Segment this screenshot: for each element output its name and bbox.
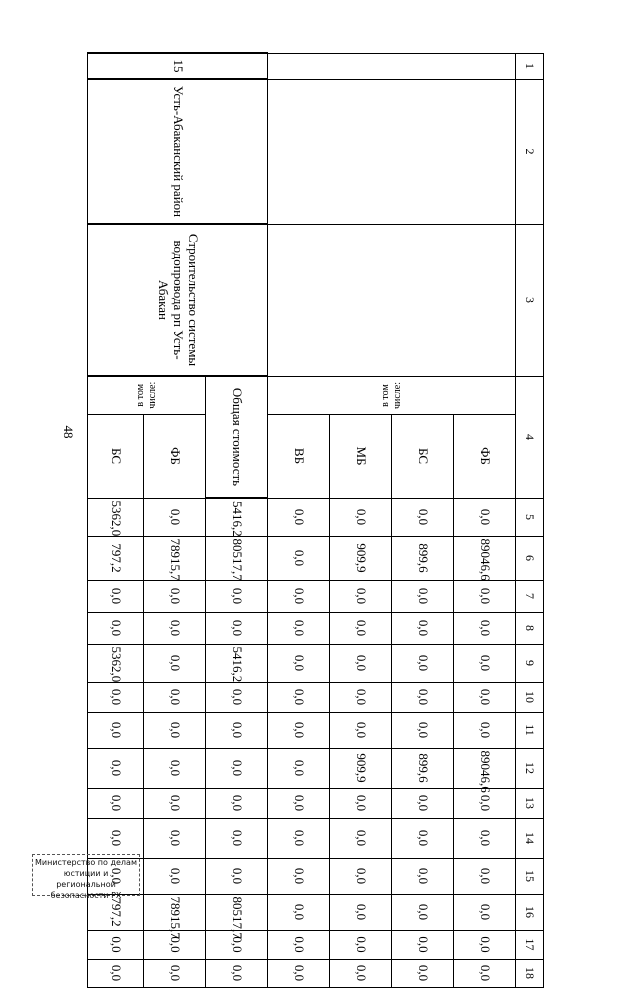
table-row (206, 53, 268, 987)
empty-cell (268, 79, 516, 224)
col-num: 6 (516, 536, 544, 580)
value-cell: 0,0 (392, 788, 454, 818)
value-cell: 89046,6 (454, 748, 516, 788)
value-cell: 0,0 (330, 959, 392, 987)
total-cost-label: Общая стоимость (206, 376, 268, 498)
value-cell: 0,0 (392, 894, 454, 930)
value-cell: 5416,2 (206, 644, 268, 682)
value-cell: 0,0 (392, 930, 454, 959)
value-cell: 0,0 (206, 612, 268, 644)
value-cell: 0,0 (392, 682, 454, 712)
source-label: ФБ (454, 414, 516, 498)
value-cell: 0,0 (330, 498, 392, 536)
col-num: 1 (516, 53, 544, 79)
subgroup-label: в том числе: (268, 376, 516, 414)
value-cell: 0,0 (206, 712, 268, 748)
col-num: 17 (516, 930, 544, 959)
value-cell: 0,0 (454, 644, 516, 682)
value-cell: 78915,7 (144, 894, 206, 930)
budget-table (87, 52, 544, 988)
value-cell: 0,0 (206, 959, 268, 987)
column-number-row (516, 53, 544, 987)
value-cell: 0,0 (454, 498, 516, 536)
value-cell: 0,0 (330, 894, 392, 930)
source-label: БС (88, 414, 144, 498)
value-cell: 0,0 (144, 818, 206, 858)
value-cell: 0,0 (144, 748, 206, 788)
value-cell: 0,0 (392, 959, 454, 987)
col-num: 13 (516, 788, 544, 818)
value-cell: 0,0 (268, 612, 330, 644)
stamp-line: юстиции и региональной (56, 869, 116, 889)
object-name: Строительство системы водопровода рп Усть-Абакан (88, 224, 268, 376)
col-num: 11 (516, 712, 544, 748)
col-num: 12 (516, 748, 544, 788)
value-cell: 797,2 (88, 894, 144, 930)
value-cell: 0,0 (206, 930, 268, 959)
value-cell: 0,0 (392, 644, 454, 682)
value-cell: 0,0 (88, 959, 144, 987)
value-cell: 0,0 (454, 682, 516, 712)
value-cell: 0,0 (454, 930, 516, 959)
value-cell: 0,0 (330, 712, 392, 748)
value-cell: 0,0 (454, 959, 516, 987)
value-cell: 0,0 (330, 580, 392, 612)
value-cell: 0,0 (268, 580, 330, 612)
source-label: МБ (330, 414, 392, 498)
value-cell: 0,0 (392, 858, 454, 894)
value-cell: 0,0 (268, 788, 330, 818)
value-cell: 0,0 (268, 930, 330, 959)
value-cell: 0,0 (268, 712, 330, 748)
value-cell: 0,0 (268, 682, 330, 712)
value-cell: 0,0 (268, 818, 330, 858)
page-number: 48 (61, 425, 76, 439)
value-cell: 0,0 (268, 858, 330, 894)
value-cell: 0,0 (206, 788, 268, 818)
document-table-rotated (88, 52, 544, 982)
value-cell: 0,0 (392, 712, 454, 748)
value-cell: 0,0 (268, 894, 330, 930)
value-cell: 0,0 (268, 644, 330, 682)
value-cell: 0,0 (206, 858, 268, 894)
col-num: 8 (516, 612, 544, 644)
value-cell: 0,0 (392, 580, 454, 612)
col-num: 15 (516, 858, 544, 894)
ministry-stamp (32, 854, 140, 900)
value-cell: 0,0 (144, 580, 206, 612)
value-cell: 5362,0 (88, 498, 144, 536)
value-cell: 5416,2 (206, 498, 268, 536)
source-label: ВБ (268, 414, 330, 498)
value-cell: 899,6 (392, 536, 454, 580)
value-cell: 0,0 (268, 959, 330, 987)
value-cell: 0,0 (206, 682, 268, 712)
value-cell: 0,0 (454, 894, 516, 930)
value-cell: 0,0 (144, 858, 206, 894)
col-num: 7 (516, 580, 544, 612)
value-cell: 0,0 (88, 682, 144, 712)
value-cell: 0,0 (454, 818, 516, 858)
value-cell: 0,0 (88, 712, 144, 748)
value-cell: 0,0 (144, 788, 206, 818)
value-cell: 0,0 (392, 498, 454, 536)
source-label: ФБ (144, 414, 206, 498)
value-cell: 0,0 (206, 580, 268, 612)
value-cell: 0,0 (268, 498, 330, 536)
col-num: 5 (516, 498, 544, 536)
value-cell: 0,0 (330, 818, 392, 858)
table-row (454, 53, 516, 987)
value-cell: 0,0 (88, 748, 144, 788)
value-cell: 797,2 (88, 536, 144, 580)
value-cell: 0,0 (268, 748, 330, 788)
value-cell: 0,0 (144, 644, 206, 682)
stamp-line: безопасности РХ (50, 891, 122, 900)
value-cell: 0,0 (88, 580, 144, 612)
district-name: Усть-Абаканский район (88, 79, 268, 224)
value-cell: 899,6 (392, 748, 454, 788)
value-cell: 0,0 (144, 712, 206, 748)
value-cell: 0,0 (144, 682, 206, 712)
value-cell: 0,0 (268, 536, 330, 580)
value-cell: 0,0 (392, 818, 454, 858)
value-cell: 5362,0 (88, 644, 144, 682)
value-cell: 0,0 (144, 612, 206, 644)
value-cell: 80517,7 (206, 894, 268, 930)
value-cell: 0,0 (206, 748, 268, 788)
value-cell: 0,0 (330, 682, 392, 712)
col-num: 10 (516, 682, 544, 712)
entry-number: 15 (88, 53, 268, 79)
value-cell: 0,0 (330, 788, 392, 818)
value-cell: 0,0 (330, 612, 392, 644)
value-cell: 0,0 (392, 612, 454, 644)
value-cell: 89046,6 (454, 536, 516, 580)
col-num: 18 (516, 959, 544, 987)
value-cell: 0,0 (454, 788, 516, 818)
value-cell: 0,0 (144, 498, 206, 536)
value-cell: 80517,7 (206, 536, 268, 580)
value-cell: 0,0 (330, 930, 392, 959)
source-label: БС (392, 414, 454, 498)
value-cell: 0,0 (144, 930, 206, 959)
col-num: 3 (516, 224, 544, 376)
col-num: 16 (516, 894, 544, 930)
col-num: 2 (516, 79, 544, 224)
value-cell: 0,0 (88, 818, 144, 858)
value-cell: 78915,7 (144, 536, 206, 580)
stamp-line: Министерство по делам (35, 858, 137, 867)
col-num: 4 (516, 376, 544, 498)
value-cell: 0,0 (454, 712, 516, 748)
value-cell: 909,9 (330, 748, 392, 788)
subgroup-label: в том числе: (88, 376, 206, 414)
value-cell: 0,0 (330, 858, 392, 894)
value-cell: 0,0 (88, 930, 144, 959)
value-cell: 0,0 (88, 858, 144, 894)
empty-cell (268, 224, 516, 376)
value-cell: 0,0 (88, 612, 144, 644)
col-num: 14 (516, 818, 544, 858)
value-cell: 0,0 (454, 858, 516, 894)
value-cell: 909,9 (330, 536, 392, 580)
empty-cell (268, 53, 516, 79)
value-cell: 0,0 (454, 612, 516, 644)
value-cell: 0,0 (144, 959, 206, 987)
value-cell: 0,0 (206, 818, 268, 858)
value-cell: 0,0 (330, 644, 392, 682)
value-cell: 0,0 (454, 580, 516, 612)
value-cell: 0,0 (88, 788, 144, 818)
col-num: 9 (516, 644, 544, 682)
